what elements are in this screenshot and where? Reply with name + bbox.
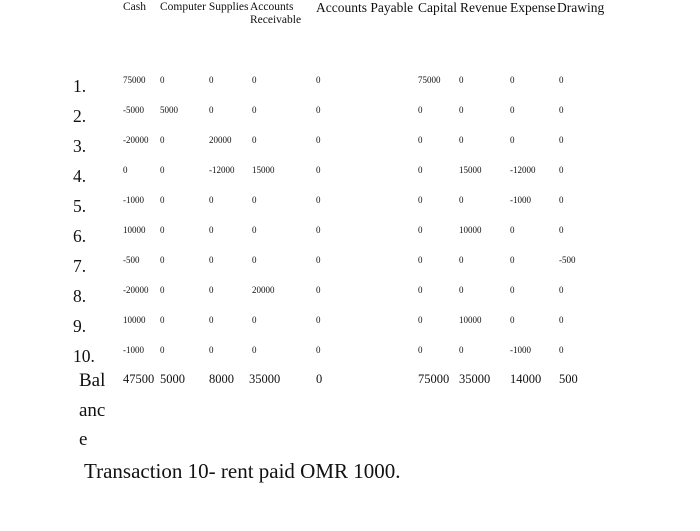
cell-accounts-receivable-a: 0 bbox=[209, 255, 214, 265]
balance-revenue: 35000 bbox=[459, 372, 491, 386]
cell-computer-supplies: 0 bbox=[160, 135, 165, 145]
cell-accounts-receivable-a: 0 bbox=[209, 105, 214, 115]
cell-capital: 0 bbox=[418, 135, 423, 145]
cell-revenue: 0 bbox=[459, 195, 464, 205]
balance-expense: 14000 bbox=[510, 372, 542, 386]
cell-accounts-receivable-b: 15000 bbox=[252, 165, 275, 175]
cell-expense: 0 bbox=[510, 75, 515, 85]
cell-drawing: 0 bbox=[559, 135, 564, 145]
cell-capital: 0 bbox=[418, 315, 423, 325]
cell-revenue: 10000 bbox=[459, 225, 482, 235]
cell-accounts-payable: 0 bbox=[316, 75, 321, 85]
cell-accounts-receivable-b: 0 bbox=[252, 135, 257, 145]
cell-computer-supplies: 0 bbox=[160, 75, 165, 85]
header-computer-supplies: Computer Supplies bbox=[160, 1, 249, 13]
cell-accounts-receivable-b: 0 bbox=[252, 105, 257, 115]
cell-cash: 10000 bbox=[123, 315, 146, 325]
balance-accounts-receivable-b: 35000 bbox=[249, 372, 281, 386]
cell-capital: 0 bbox=[418, 345, 423, 355]
row-number: 9. bbox=[73, 316, 87, 336]
cell-accounts-receivable-b: 0 bbox=[252, 195, 257, 205]
header-accounts-receivable-line1: Accounts bbox=[250, 1, 294, 13]
cell-capital: 75000 bbox=[418, 75, 441, 85]
cell-expense: 0 bbox=[510, 225, 515, 235]
cell-accounts-payable: 0 bbox=[316, 165, 321, 175]
cell-expense: -12000 bbox=[510, 165, 536, 175]
cell-cash: -5000 bbox=[123, 105, 144, 115]
cell-computer-supplies: 5000 bbox=[160, 105, 178, 115]
cell-computer-supplies: 0 bbox=[160, 225, 165, 235]
row-number: 3. bbox=[73, 136, 87, 156]
cell-computer-supplies: 0 bbox=[160, 315, 165, 325]
header-drawing: Drawing bbox=[557, 0, 605, 15]
cell-cash: 0 bbox=[123, 165, 128, 175]
cell-revenue: 0 bbox=[459, 75, 464, 85]
cell-accounts-payable: 0 bbox=[316, 285, 321, 295]
row-number: 5. bbox=[73, 196, 87, 216]
cell-accounts-receivable-a: 0 bbox=[209, 75, 214, 85]
balance-accounts-receivable-a: 8000 bbox=[209, 372, 234, 386]
cell-drawing: 0 bbox=[559, 285, 564, 295]
cell-computer-supplies: 0 bbox=[160, 195, 165, 205]
cell-accounts-receivable-a: 0 bbox=[209, 225, 214, 235]
cell-revenue: 0 bbox=[459, 105, 464, 115]
cell-capital: 0 bbox=[418, 285, 423, 295]
cell-revenue: 10000 bbox=[459, 315, 482, 325]
cell-cash: -500 bbox=[123, 255, 140, 265]
cell-expense: -1000 bbox=[510, 195, 531, 205]
header-expense: Expense bbox=[510, 0, 556, 15]
header-accounts-receivable-line2: Receivable bbox=[250, 14, 302, 26]
row-number: 10. bbox=[73, 346, 95, 366]
cell-accounts-receivable-a: -12000 bbox=[209, 165, 235, 175]
cell-expense: 0 bbox=[510, 135, 515, 145]
cell-cash: -1000 bbox=[123, 195, 144, 205]
cell-accounts-receivable-b: 0 bbox=[252, 225, 257, 235]
cell-accounts-receivable-b: 0 bbox=[252, 345, 257, 355]
cell-drawing: 0 bbox=[559, 165, 564, 175]
cell-expense: 0 bbox=[510, 105, 515, 115]
cell-capital: 0 bbox=[418, 255, 423, 265]
balance-label-line1: Bal bbox=[79, 370, 106, 391]
cell-accounts-receivable-b: 0 bbox=[252, 75, 257, 85]
cell-expense: 0 bbox=[510, 255, 515, 265]
cell-drawing: 0 bbox=[559, 315, 564, 325]
balance-capital: 75000 bbox=[418, 372, 450, 386]
cell-revenue: 15000 bbox=[459, 165, 482, 175]
header-revenue: Revenue bbox=[460, 0, 508, 15]
cell-computer-supplies: 0 bbox=[160, 255, 165, 265]
cell-capital: 0 bbox=[418, 195, 423, 205]
cell-accounts-receivable-b: 20000 bbox=[252, 285, 275, 295]
balance-label-line3: e bbox=[79, 429, 88, 450]
cell-accounts-payable: 0 bbox=[316, 225, 321, 235]
balance-computer-supplies: 5000 bbox=[160, 372, 185, 386]
cell-revenue: 0 bbox=[459, 255, 464, 265]
balance-cash: 47500 bbox=[123, 372, 155, 386]
cell-computer-supplies: 0 bbox=[160, 345, 165, 355]
cell-accounts-receivable-a: 20000 bbox=[209, 135, 232, 145]
row-number: 8. bbox=[73, 286, 87, 306]
row-number: 4. bbox=[73, 166, 87, 186]
cell-expense: 0 bbox=[510, 315, 515, 325]
cell-accounts-receivable-a: 0 bbox=[209, 315, 214, 325]
cell-accounts-payable: 0 bbox=[316, 135, 321, 145]
cell-accounts-payable: 0 bbox=[316, 345, 321, 355]
header-accounts-payable: Accounts Payable bbox=[316, 0, 414, 15]
cell-accounts-payable: 0 bbox=[316, 195, 321, 205]
cell-revenue: 0 bbox=[459, 345, 464, 355]
cell-expense: 0 bbox=[510, 285, 515, 295]
cell-cash: 75000 bbox=[123, 75, 146, 85]
row-number: 6. bbox=[73, 226, 87, 246]
cell-capital: 0 bbox=[418, 165, 423, 175]
cell-expense: -1000 bbox=[510, 345, 531, 355]
cell-computer-supplies: 0 bbox=[160, 285, 165, 295]
header-cash: Cash bbox=[123, 1, 146, 13]
cell-accounts-payable: 0 bbox=[316, 315, 321, 325]
cell-accounts-receivable-a: 0 bbox=[209, 345, 214, 355]
cell-drawing: -500 bbox=[559, 255, 576, 265]
cell-accounts-receivable-a: 0 bbox=[209, 195, 214, 205]
cell-accounts-receivable-b: 0 bbox=[252, 315, 257, 325]
cell-accounts-payable: 0 bbox=[316, 255, 321, 265]
row-number: 7. bbox=[73, 256, 87, 276]
header-capital: Capital bbox=[418, 0, 457, 15]
cell-computer-supplies: 0 bbox=[160, 165, 165, 175]
cell-cash: -1000 bbox=[123, 345, 144, 355]
cell-cash: -20000 bbox=[123, 285, 149, 295]
cell-cash: 10000 bbox=[123, 225, 146, 235]
row-number: 2. bbox=[73, 106, 87, 126]
cell-cash: -20000 bbox=[123, 135, 149, 145]
cell-drawing: 0 bbox=[559, 105, 564, 115]
cell-revenue: 0 bbox=[459, 285, 464, 295]
row-number: 1. bbox=[73, 76, 87, 96]
balance-accounts-payable: 0 bbox=[316, 372, 323, 386]
cell-revenue: 0 bbox=[459, 135, 464, 145]
cell-accounts-payable: 0 bbox=[316, 105, 321, 115]
cell-capital: 0 bbox=[418, 225, 423, 235]
cell-drawing: 0 bbox=[559, 195, 564, 205]
cell-drawing: 0 bbox=[559, 225, 564, 235]
balance-drawing: 500 bbox=[559, 372, 578, 386]
cell-accounts-receivable-b: 0 bbox=[252, 255, 257, 265]
cell-drawing: 0 bbox=[559, 75, 564, 85]
transaction-note: Transaction 10- rent paid OMR 1000. bbox=[84, 459, 401, 483]
cell-capital: 0 bbox=[418, 105, 423, 115]
cell-accounts-receivable-a: 0 bbox=[209, 285, 214, 295]
balance-label-line2: anc bbox=[79, 400, 106, 421]
cell-drawing: 0 bbox=[559, 345, 564, 355]
